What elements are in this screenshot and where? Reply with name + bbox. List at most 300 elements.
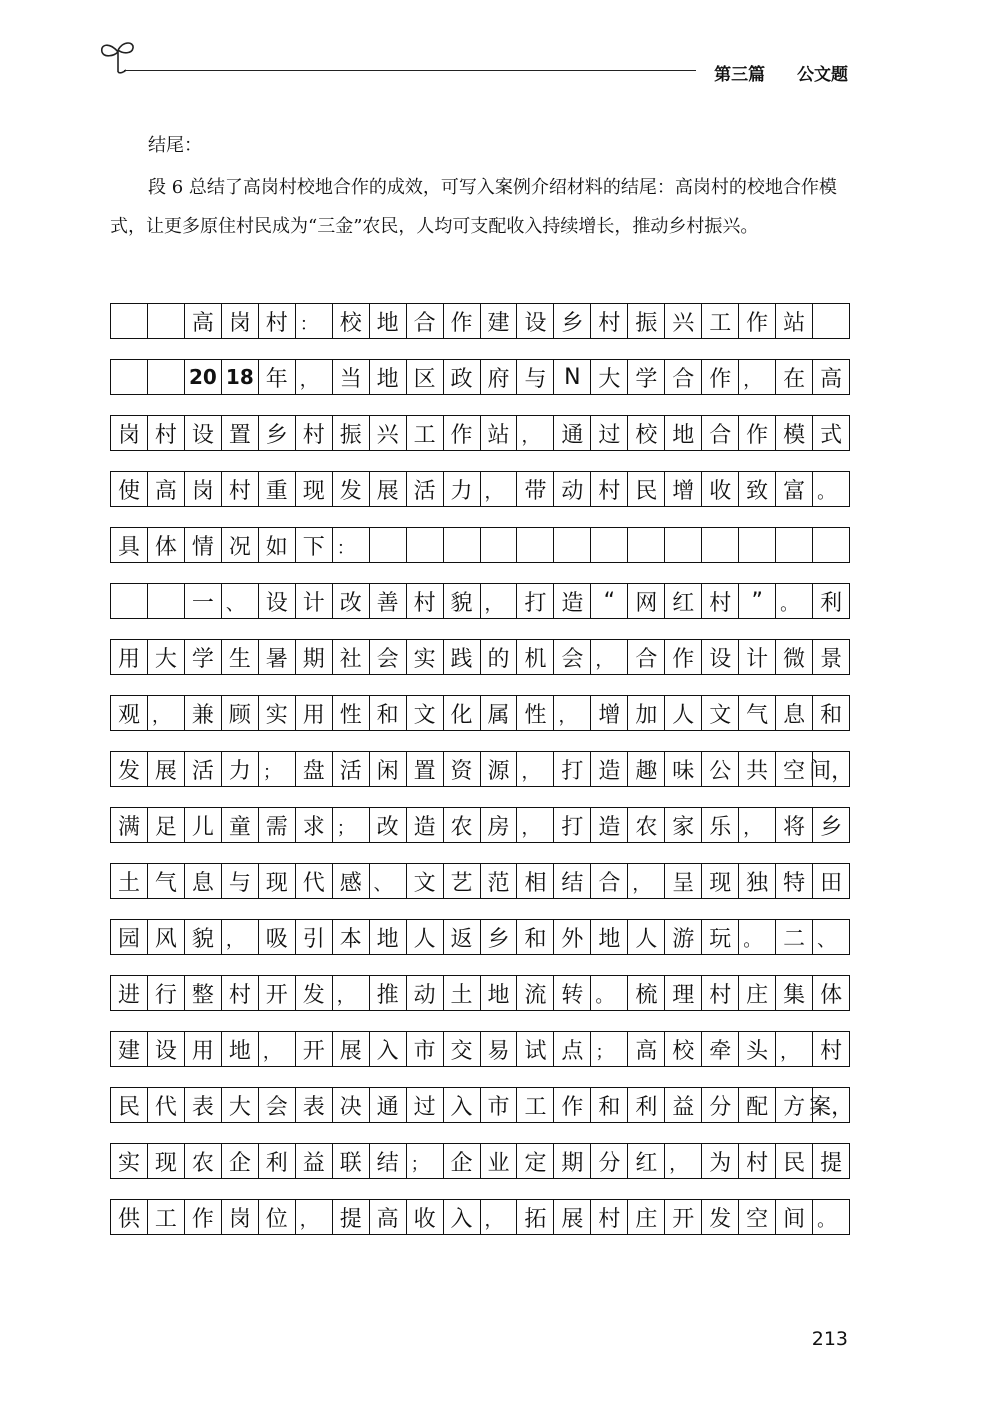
grid-cell: 头 bbox=[739, 1032, 776, 1066]
grid-cell: 拓 bbox=[517, 1200, 554, 1234]
grid-cell: 打 bbox=[554, 752, 591, 786]
grid-cell: 展 bbox=[148, 752, 185, 786]
grid-cell bbox=[776, 528, 813, 562]
grid-cell: 兼 bbox=[185, 696, 222, 730]
grid-cell: 工 bbox=[517, 1088, 554, 1122]
grid-row bbox=[110, 1087, 854, 1123]
grid-cell: 如 bbox=[259, 528, 296, 562]
grid-cell: 资 bbox=[444, 752, 481, 786]
grid-cell: 过 bbox=[591, 416, 628, 450]
grid-cell: 间， bbox=[813, 752, 850, 786]
grid-cell: 高 bbox=[370, 1200, 407, 1234]
grid-cell: 人 bbox=[407, 920, 444, 954]
grid-cell: 设 bbox=[259, 584, 296, 618]
grid-cell: 盘 bbox=[296, 752, 333, 786]
grid-cell: 合 bbox=[407, 304, 444, 338]
grid-cell: 表 bbox=[296, 1088, 333, 1122]
grid-cell: 转 bbox=[554, 976, 591, 1010]
grid-cell: ， bbox=[481, 472, 518, 506]
grid-cell: ， bbox=[517, 808, 554, 842]
grid-cell bbox=[148, 584, 185, 618]
grid-cell: 作 bbox=[739, 304, 776, 338]
grid-cell: 展 bbox=[554, 1200, 591, 1234]
grid-cell: 工 bbox=[148, 1200, 185, 1234]
grid-cell: 范 bbox=[481, 864, 518, 898]
grid-cell: 式 bbox=[813, 416, 850, 450]
grid-cell: 振 bbox=[333, 416, 370, 450]
grid-cell: ， bbox=[776, 1032, 813, 1066]
grid-cell: 使 bbox=[111, 472, 148, 506]
grid-cell: 性 bbox=[517, 696, 554, 730]
grid-cell: 20 bbox=[185, 360, 222, 394]
grid-cell: 府 bbox=[481, 360, 518, 394]
grid-cell: 村 bbox=[739, 1144, 776, 1178]
grid-cell: 乡 bbox=[813, 808, 850, 842]
grid-cell: 期 bbox=[554, 1144, 591, 1178]
grid-cell: 力 bbox=[222, 752, 259, 786]
grid-cell: 设 bbox=[702, 640, 739, 674]
grid-cell: 年 bbox=[259, 360, 296, 394]
grid-cell bbox=[517, 528, 554, 562]
grid-cell: 村 bbox=[702, 976, 739, 1010]
grid-cell: 貌 bbox=[444, 584, 481, 618]
grid-cell: 引 bbox=[296, 920, 333, 954]
grid-cell: 呈 bbox=[665, 864, 702, 898]
grid-cell: 作 bbox=[702, 360, 739, 394]
grid-cell: 网 bbox=[628, 584, 665, 618]
grid-row bbox=[110, 975, 850, 1011]
body-paragraph: 段 6 总结了高岗村校地合作的成效，可写入案例介绍材料的结尾：高岗村的校地合作模式，让更多原住村民成为“三金”农民，人均可支配收入持续增长，推动乡村振兴。 bbox=[110, 177, 837, 237]
grid-cell: 人 bbox=[628, 920, 665, 954]
grid-cell: 村 bbox=[259, 304, 296, 338]
grid-cell: 入 bbox=[444, 1088, 481, 1122]
grid-cell: 展 bbox=[333, 1032, 370, 1066]
grid-cell: 实 bbox=[259, 696, 296, 730]
grid-cell: 当 bbox=[333, 360, 370, 394]
grid-cell: 乡 bbox=[481, 920, 518, 954]
grid-cell: 改 bbox=[370, 808, 407, 842]
grid-cell: 政 bbox=[444, 360, 481, 394]
grid-cell: 利 bbox=[628, 1088, 665, 1122]
grid-cell: 益 bbox=[665, 1088, 702, 1122]
grid-cell: 求 bbox=[296, 808, 333, 842]
grid-cell: 村 bbox=[591, 472, 628, 506]
grid-cell: 展 bbox=[370, 472, 407, 506]
grid-row bbox=[110, 415, 850, 451]
grid-cell: 暑 bbox=[259, 640, 296, 674]
grid-row bbox=[110, 863, 850, 899]
grid-cell: 合 bbox=[702, 416, 739, 450]
grid-cell: 学 bbox=[185, 640, 222, 674]
grid-cell: ： bbox=[296, 304, 333, 338]
grid-cell: “ bbox=[591, 584, 628, 618]
page-header bbox=[98, 38, 858, 85]
grid-cell: 房 bbox=[481, 808, 518, 842]
grid-cell: ： bbox=[333, 528, 370, 562]
grid-row bbox=[110, 1199, 850, 1235]
grid-row bbox=[110, 751, 854, 787]
header-section: 公文题 bbox=[797, 65, 848, 85]
grid-cell: 在 bbox=[776, 360, 813, 394]
grid-cell: 合 bbox=[628, 640, 665, 674]
grid-cell: ， bbox=[591, 640, 628, 674]
grid-cell: 岗 bbox=[222, 304, 259, 338]
grid-cell bbox=[111, 304, 148, 338]
grid-cell: 体 bbox=[813, 976, 850, 1010]
grid-cell: 趣 bbox=[628, 752, 665, 786]
grid-cell: 文 bbox=[407, 696, 444, 730]
grid-cell: ， bbox=[481, 1200, 518, 1234]
grid-cell: 为 bbox=[702, 1144, 739, 1178]
grid-cell: 民 bbox=[111, 1088, 148, 1122]
grid-cell: 结 bbox=[370, 1144, 407, 1178]
grid-row bbox=[110, 303, 850, 339]
page-number: 213 bbox=[811, 1328, 848, 1350]
grid-cell: ； bbox=[591, 1032, 628, 1066]
grid-cell: 息 bbox=[185, 864, 222, 898]
grid-cell: 。 bbox=[591, 976, 628, 1010]
grid-cell: 分 bbox=[591, 1144, 628, 1178]
grid-cell: 农 bbox=[628, 808, 665, 842]
grid-cell: 相 bbox=[517, 864, 554, 898]
grid-cell: 文 bbox=[407, 864, 444, 898]
grid-cell: ” bbox=[739, 584, 776, 618]
grid-cell: 、 bbox=[222, 584, 259, 618]
grid-cell: 定 bbox=[517, 1144, 554, 1178]
grid-cell: 点 bbox=[554, 1032, 591, 1066]
grid-cell: 游 bbox=[665, 920, 702, 954]
grid-cell: 空 bbox=[739, 1200, 776, 1234]
grid-cell: 况 bbox=[222, 528, 259, 562]
grid-cell: 利 bbox=[813, 584, 850, 618]
grid-cell: 造 bbox=[591, 808, 628, 842]
grid-cell: 表 bbox=[185, 1088, 222, 1122]
grid-cell: 实 bbox=[111, 1144, 148, 1178]
grid-cell: 动 bbox=[407, 976, 444, 1010]
grid-cell: 生 bbox=[222, 640, 259, 674]
grid-cell bbox=[813, 528, 850, 562]
grid-cell: 重 bbox=[259, 472, 296, 506]
grid-cell: 儿 bbox=[185, 808, 222, 842]
grid-cell: 致 bbox=[739, 472, 776, 506]
grid-cell: 闲 bbox=[370, 752, 407, 786]
grid-cell: 高 bbox=[185, 304, 222, 338]
grid-cell: 发 bbox=[702, 1200, 739, 1234]
section-label: 结尾： bbox=[148, 135, 202, 156]
grid-cell: 推 bbox=[370, 976, 407, 1010]
grid-cell: 红 bbox=[665, 584, 702, 618]
grid-cell: 地 bbox=[591, 920, 628, 954]
grid-cell: 提 bbox=[813, 1144, 850, 1178]
grid-cell bbox=[702, 528, 739, 562]
grid-cell: 开 bbox=[296, 1032, 333, 1066]
grid-cell: 高 bbox=[148, 472, 185, 506]
grid-cell: 通 bbox=[554, 416, 591, 450]
grid-cell: 公 bbox=[702, 752, 739, 786]
grid-cell: 入 bbox=[444, 1200, 481, 1234]
grid-cell: 会 bbox=[259, 1088, 296, 1122]
header-title bbox=[714, 60, 848, 85]
grid-cell: 践 bbox=[444, 640, 481, 674]
grid-cell: 用 bbox=[111, 640, 148, 674]
grid-cell: 造 bbox=[407, 808, 444, 842]
grid-cell bbox=[111, 584, 148, 618]
grid-cell: ， bbox=[739, 360, 776, 394]
grid-cell: 观 bbox=[111, 696, 148, 730]
grid-cell: 足 bbox=[148, 808, 185, 842]
grid-cell: 貌 bbox=[185, 920, 222, 954]
grid-cell: 代 bbox=[296, 864, 333, 898]
grid-cell: 、 bbox=[370, 864, 407, 898]
grid-cell: 振 bbox=[628, 304, 665, 338]
grid-cell: 和 bbox=[813, 696, 850, 730]
grid-cell: ， bbox=[481, 584, 518, 618]
grid-cell bbox=[481, 528, 518, 562]
grid-cell: 供 bbox=[111, 1200, 148, 1234]
grid-cell bbox=[628, 528, 665, 562]
grid-cell: 和 bbox=[591, 1088, 628, 1122]
grid-cell: ， bbox=[739, 808, 776, 842]
grid-cell: 村 bbox=[222, 976, 259, 1010]
grid-cell: 庄 bbox=[628, 1200, 665, 1234]
grid-cell: 童 bbox=[222, 808, 259, 842]
grid-cell: 村 bbox=[591, 1200, 628, 1234]
grid-cell: 收 bbox=[407, 1200, 444, 1234]
grid-row bbox=[110, 471, 850, 507]
grid-cell: 站 bbox=[776, 304, 813, 338]
grid-cell: 性 bbox=[333, 696, 370, 730]
grid-cell: 风 bbox=[148, 920, 185, 954]
grid-cell: 易 bbox=[481, 1032, 518, 1066]
grid-cell: 社 bbox=[333, 640, 370, 674]
grid-cell: 作 bbox=[444, 416, 481, 450]
grid-cell bbox=[665, 528, 702, 562]
grid-cell: 农 bbox=[444, 808, 481, 842]
grid-cell: 属 bbox=[481, 696, 518, 730]
grid-cell: 市 bbox=[481, 1088, 518, 1122]
grid-cell: 配 bbox=[739, 1088, 776, 1122]
grid-cell: 用 bbox=[185, 1032, 222, 1066]
grid-cell: 满 bbox=[111, 808, 148, 842]
grid-cell: 村 bbox=[222, 472, 259, 506]
grid-cell: 业 bbox=[481, 1144, 518, 1178]
grid-cell: 案， bbox=[813, 1088, 850, 1122]
grid-cell: 带 bbox=[517, 472, 554, 506]
grid-cell: ， bbox=[296, 1200, 333, 1234]
grid-cell: 实 bbox=[407, 640, 444, 674]
grid-cell: 现 bbox=[296, 472, 333, 506]
grid-cell: 将 bbox=[776, 808, 813, 842]
grid-cell: 地 bbox=[370, 304, 407, 338]
grid-row bbox=[110, 583, 850, 619]
grid-cell: ， bbox=[222, 920, 259, 954]
grid-cell: 位 bbox=[259, 1200, 296, 1234]
grid-cell bbox=[444, 528, 481, 562]
grid-cell: 需 bbox=[259, 808, 296, 842]
grid-cell: 理 bbox=[665, 976, 702, 1010]
grid-cell: 乡 bbox=[554, 304, 591, 338]
grid-cell: 置 bbox=[407, 752, 444, 786]
grid-cell: 进 bbox=[111, 976, 148, 1010]
grid-cell: 村 bbox=[702, 584, 739, 618]
grid-cell: 乐 bbox=[702, 808, 739, 842]
grid-cell bbox=[148, 304, 185, 338]
grid-cell: 微 bbox=[776, 640, 813, 674]
grid-cell: 建 bbox=[481, 304, 518, 338]
grid-cell: 文 bbox=[702, 696, 739, 730]
grid-cell: 民 bbox=[776, 1144, 813, 1178]
grid-cell: 顾 bbox=[222, 696, 259, 730]
grid-cell: 化 bbox=[444, 696, 481, 730]
grid-cell: 源 bbox=[481, 752, 518, 786]
grid-cell: 空 bbox=[776, 752, 813, 786]
grid-cell bbox=[148, 360, 185, 394]
grid-cell: 益 bbox=[296, 1144, 333, 1178]
grid-cell: ； bbox=[333, 808, 370, 842]
grid-cell: 土 bbox=[444, 976, 481, 1010]
grid-cell: 企 bbox=[222, 1144, 259, 1178]
grid-cell bbox=[739, 528, 776, 562]
grid-cell bbox=[554, 528, 591, 562]
grid-cell: 和 bbox=[517, 920, 554, 954]
grid-row bbox=[110, 807, 850, 843]
grid-cell: 村 bbox=[591, 304, 628, 338]
grid-cell: ； bbox=[259, 752, 296, 786]
grid-cell: 牵 bbox=[702, 1032, 739, 1066]
grid-cell: 加 bbox=[628, 696, 665, 730]
grid-cell: 。 bbox=[813, 1200, 850, 1234]
grid-cell: 18 bbox=[222, 360, 259, 394]
grid-cell: 活 bbox=[407, 472, 444, 506]
grid-cell: 计 bbox=[296, 584, 333, 618]
grid-cell: 造 bbox=[554, 584, 591, 618]
grid-row bbox=[110, 1031, 850, 1067]
grid-cell: 具 bbox=[111, 528, 148, 562]
grid-row bbox=[110, 1143, 850, 1179]
grid-cell: 作 bbox=[739, 416, 776, 450]
grid-cell: 共 bbox=[739, 752, 776, 786]
grid-cell: 家 bbox=[665, 808, 702, 842]
grid-cell: 大 bbox=[591, 360, 628, 394]
grid-cell: 作 bbox=[444, 304, 481, 338]
grid-cell: 味 bbox=[665, 752, 702, 786]
grid-row bbox=[110, 695, 850, 731]
grid-cell: 二 bbox=[776, 920, 813, 954]
grid-cell: ， bbox=[259, 1032, 296, 1066]
grid-cell: 村 bbox=[296, 416, 333, 450]
grid-cell: 村 bbox=[407, 584, 444, 618]
grid-cell: 返 bbox=[444, 920, 481, 954]
grid-cell: 试 bbox=[517, 1032, 554, 1066]
grid-cell: 代 bbox=[148, 1088, 185, 1122]
grid-cell: 动 bbox=[554, 472, 591, 506]
grid-cell: 村 bbox=[148, 416, 185, 450]
grid-cell: 用 bbox=[296, 696, 333, 730]
grid-cell: 大 bbox=[148, 640, 185, 674]
grid-cell: 力 bbox=[444, 472, 481, 506]
grid-cell: 发 bbox=[296, 976, 333, 1010]
grid-cell: 高 bbox=[813, 360, 850, 394]
grid-cell: 外 bbox=[554, 920, 591, 954]
grid-cell: 校 bbox=[665, 1032, 702, 1066]
grid-cell: 学 bbox=[628, 360, 665, 394]
grid-cell: 通 bbox=[370, 1088, 407, 1122]
grid-cell: 作 bbox=[185, 1200, 222, 1234]
grid-row bbox=[110, 919, 850, 955]
grid-cell: N bbox=[554, 360, 591, 394]
grid-cell bbox=[111, 360, 148, 394]
grid-cell: 岗 bbox=[111, 416, 148, 450]
sprout-icon bbox=[98, 38, 138, 74]
grid-row bbox=[110, 527, 850, 563]
grid-cell: 会 bbox=[370, 640, 407, 674]
grid-cell: 方 bbox=[776, 1088, 813, 1122]
grid-cell: 打 bbox=[554, 808, 591, 842]
grid-cell: 机 bbox=[517, 640, 554, 674]
grid-cell: 作 bbox=[554, 1088, 591, 1122]
grid-cell: 联 bbox=[333, 1144, 370, 1178]
grid-cell: 地 bbox=[370, 360, 407, 394]
grid-cell: 、 bbox=[813, 920, 850, 954]
grid-cell bbox=[370, 528, 407, 562]
grid-cell: 。 bbox=[813, 472, 850, 506]
grid-cell: 合 bbox=[591, 864, 628, 898]
grid-cell: 民 bbox=[628, 472, 665, 506]
grid-cell: 和 bbox=[370, 696, 407, 730]
grid-cell: 息 bbox=[776, 696, 813, 730]
grid-cell: 活 bbox=[185, 752, 222, 786]
grid-cell: 红 bbox=[628, 1144, 665, 1178]
grid-cell: 发 bbox=[111, 752, 148, 786]
grid-cell: 乡 bbox=[259, 416, 296, 450]
grid-cell: 体 bbox=[148, 528, 185, 562]
answer-grid bbox=[110, 303, 854, 1255]
grid-cell: 活 bbox=[333, 752, 370, 786]
grid-cell: ， bbox=[517, 752, 554, 786]
grid-cell: 会 bbox=[554, 640, 591, 674]
grid-cell bbox=[407, 528, 444, 562]
grid-cell: 。 bbox=[776, 584, 813, 618]
grid-cell: 设 bbox=[185, 416, 222, 450]
grid-cell: 流 bbox=[517, 976, 554, 1010]
grid-cell: ， bbox=[148, 696, 185, 730]
grid-cell: 兴 bbox=[370, 416, 407, 450]
grid-cell: 整 bbox=[185, 976, 222, 1010]
grid-cell: 间 bbox=[776, 1200, 813, 1234]
grid-cell: 地 bbox=[665, 416, 702, 450]
grid-cell: 置 bbox=[222, 416, 259, 450]
grid-cell: 独 bbox=[739, 864, 776, 898]
grid-cell bbox=[591, 528, 628, 562]
grid-cell: 地 bbox=[222, 1032, 259, 1066]
grid-cell: 与 bbox=[222, 864, 259, 898]
grid-cell: 市 bbox=[407, 1032, 444, 1066]
grid-cell: 提 bbox=[333, 1200, 370, 1234]
grid-cell: 吸 bbox=[259, 920, 296, 954]
header-rule bbox=[124, 70, 696, 71]
grid-cell: 园 bbox=[111, 920, 148, 954]
grid-cell: 行 bbox=[148, 976, 185, 1010]
grid-cell: ， bbox=[296, 360, 333, 394]
grid-cell: 气 bbox=[739, 696, 776, 730]
grid-cell: 情 bbox=[185, 528, 222, 562]
header-part: 第三篇 bbox=[714, 65, 766, 85]
grid-cell: 期 bbox=[296, 640, 333, 674]
grid-cell: ， bbox=[517, 416, 554, 450]
grid-cell: 高 bbox=[628, 1032, 665, 1066]
grid-cell: 大 bbox=[222, 1088, 259, 1122]
grid-cell: 梳 bbox=[628, 976, 665, 1010]
